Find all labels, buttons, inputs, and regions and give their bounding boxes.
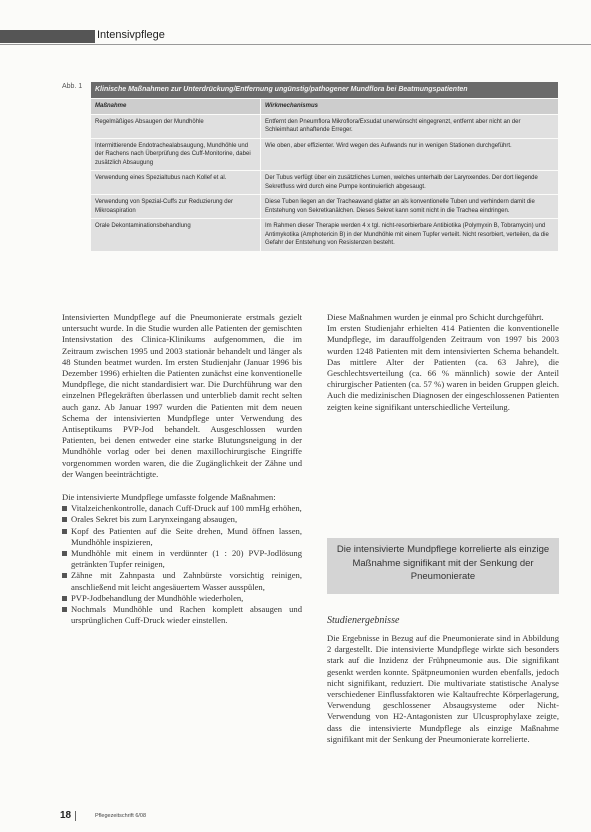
- table-cell: Verwendung eines Spezialtubus nach Kollef et al.: [91, 171, 261, 194]
- table-cell: Der Tubus verfügt über ein zusätzliches Lumen, welches unterhalb der Larynxendes. Der dort liegende Sekretfluss wird durch eine Pumpe kontinuierlich abgesaugt.: [265, 175, 538, 190]
- list-item: Mundhöhle mit einem in verdünnter (1 : 20) PVP-Jodlösung getränkten Tupfer reinigen,: [62, 548, 302, 570]
- list-item: Zähne mit Zahnpasta und Zahnbürste vorsichtig reinigen, anschließend mit leicht angesäuertem Wasser ausspülen,: [62, 570, 302, 592]
- measures-table: [91, 82, 558, 251]
- list-item: Vitalzeichenkontrolle, danach Cuff-Druck auf 100 mmHg erhöhen,: [62, 503, 302, 514]
- table-cell: Im Rahmen dieser Therapie werden 4 x tgl. nicht-resorbierbare Antibiotika (Polymyxin B, Tobramycin) und Antimykotika (Amphotericin B) in der Mundhöhle mit einem Tupfer verteilt. Nicht resorbiert, verteilen, da die Gefahr der Entstehung von Resistenzen besteht.: [265, 223, 549, 246]
- body-paragraph: Diese Maßnahmen wurden je einmal pro Schicht durchgeführt.: [327, 312, 544, 322]
- table-header-row: [91, 98, 558, 114]
- figure-label: Abb. 1: [62, 83, 83, 90]
- pull-quote: Die intensivierte Mundpflege korrelierte als einzige Maßnahme signifikant mit der Senkung der Pneumonierate: [327, 538, 559, 594]
- page-number: 18: [60, 810, 72, 821]
- table-cell: Regelmäßiges Absaugen der Mundhöhle: [91, 115, 261, 138]
- bullet-square-icon: [62, 551, 67, 556]
- bullet-square-icon: [62, 607, 67, 612]
- left-column: [62, 312, 302, 626]
- bullet-square-icon: [62, 517, 67, 522]
- footer-divider: [75, 811, 76, 821]
- list-item: Orales Sekret bis zum Larynxeingang absaugen,: [62, 514, 302, 525]
- table-row: [91, 114, 558, 138]
- table-caption: Klinische Maßnahmen zur Unterdrückung/Entfernung ungünstig/pathogener Mundflora bei Beatmungspatienten: [91, 82, 558, 98]
- journal-name: Pflegezeitschrift 6/08: [95, 813, 147, 819]
- table-row: [91, 194, 558, 218]
- table-cell: Orale Dekontaminationsbehandlung: [91, 219, 261, 251]
- results-text: [327, 633, 559, 745]
- header-bar: [0, 30, 95, 43]
- list-item: Kopf des Patienten auf die Seite drehen, Mund öffnen lassen, Mundhöhle inspizieren,: [62, 526, 302, 548]
- right-column: [327, 312, 559, 413]
- body-paragraph: Im ersten Studienjahr erhielten 414 Patienten die konventionelle Mundpflege, im darauffolgenden Zeitraum von 1997 bis 2003 wurden 1248 Patienten mit dem intensivierten Schema behandelt. Das mittlere Alter der Patienten (ca. 63 Jahre), die Geschlechtsverteilung (ca. 66 % männlich) sowie der Anteil chirurgischer Patienten (ca. 57 %) waren in beiden Gruppen gleich. Auch die medizinischen Diagnosen der eingeschlossenen Patienten zeigten keine signifikant unterschiedliche Verteilung.: [327, 323, 559, 412]
- table-cell: Wie oben, aber effizienter. Wird wegen des Aufwands nur in wenigen Stationen durchgeführt.: [265, 142, 512, 149]
- table-header-cell: Maßnahme: [91, 99, 261, 114]
- table-row: [91, 138, 558, 171]
- list-item: PVP-Jodbehandlung der Mundhöhle wiederholen,: [62, 593, 302, 604]
- measures-list: [62, 503, 302, 626]
- bullet-square-icon: [62, 506, 67, 511]
- table-cell: Entfernt den Pneumflora Mikroflora/Exsudat unerwünscht eingegrenzt, entfernt aber nicht an der Schleimhaut anhaftende Erreger.: [265, 118, 521, 133]
- table-cell: Verwendung von Spezial-Cuffs zur Reduzierung der Mikroaspiration: [91, 195, 261, 218]
- list-intro: Die intensivierte Mundpflege umfasste folgende Maßnahmen:: [62, 492, 276, 503]
- body-paragraph: Die Ergebnisse in Bezug auf die Pneumonierate sind in Abbildung 2 dargestellt. Die intensivierte Mundpflege wirkte sich besonders stark auf die Inzidenz der Frühpneumonie aus. Die signifikant gesenkt werden konnte. Spätpneumonien wurden ebenfalls, jedoch nicht signifikant, reduziert. Die multivariate statistische Analyse verschiedener Einflussfaktoren wie Kaltaufrechte Körperlagerung, Verwendung geschlossener Absaugsysteme oder Nicht-Verwendung von H2-Antagonisten zur Ulcusprophylaxe zeigte, dass die intensivierte Mundpflege als einzige Maßnahme signifikant mit der Senkung der Pneumonierate korrelierte.: [327, 633, 559, 744]
- bullet-square-icon: [62, 529, 67, 534]
- table-cell: Intermittierende Endotrachealabsaugung, Mundhöhle und der Rachens nach Überprüfung des Cuff-Monitorine, dabei zusätzlich Absaugung: [91, 139, 261, 171]
- section-subhead: Studienergebnisse: [327, 615, 400, 626]
- table-row: [91, 170, 558, 194]
- bullet-square-icon: [62, 596, 67, 601]
- section-title: Intensivpflege: [97, 29, 165, 41]
- body-paragraph: Intensivierten Mundpflege auf die Pneumonierate erstmals gezielt untersucht wurde. In die Studie wurden alle Patienten der gemischten Intensivstation des Clinica-Klinikums aufgenommen, die im Zeitraum zwischen 1995 und 2003 stationär behandelt und länger als 48 Stunden beatmet wurden. Im ersten Studienjahr (Januar 1996 bis Dezember 1996) erhielten die Patienten zunächst eine konventionelle Mundpflege, die nicht standardisiert war. Die Durchführung war den einzelnen Pflegekräften überlassen und unterblieb damit recht selten auch ganz. Ab Januar 1997 wurden die Patienten mit dem neuen Schema der intensivierten Mundpflege unter Verwendung des Antiseptikums PVP-Jod behandelt. Ausgeschlossen wurden Patienten, bei denen entweder eine starke Blutungsneigung in der Mundhöhle vorlag oder bei denen maxillochirurgische Eingriffe vorgenommen worden waren, die die Zugänglichkeit der Zähne und der Wangen beeinträchtigte.: [62, 312, 302, 479]
- table-cell: Diese Tuben liegen an der Tracheawand glatter an als konventionelle Tuben und verhindern damit die Entstehung von Sekretkanälchen. Dieses Sekret kann somit nicht in die Trachea eindringen.: [265, 199, 535, 214]
- list-item: Nochmals Mundhöhle und Rachen komplett absaugen und ursprünglichen Cuff-Druck wieder einstellen.: [62, 604, 302, 626]
- bullet-square-icon: [62, 573, 67, 578]
- table-row: [91, 218, 558, 251]
- table-header-cell: Wirkmechanismus: [265, 103, 318, 109]
- header-divider: [0, 44, 591, 45]
